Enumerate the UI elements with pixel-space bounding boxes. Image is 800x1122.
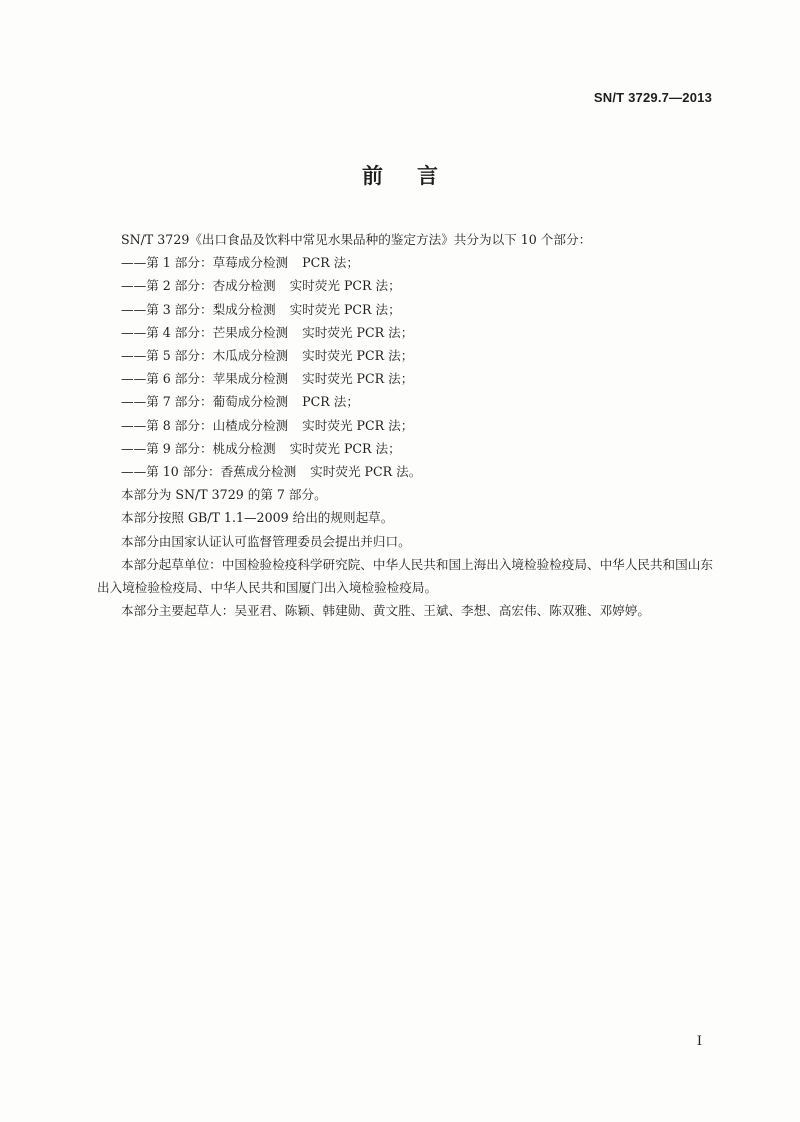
- part-label: ——第 8 部分：山楂成分检测: [121, 417, 289, 433]
- part-method: 实时荧光 PCR 法；: [302, 371, 414, 387]
- part-method: 实时荧光 PCR 法；: [302, 348, 414, 364]
- list-item: [97, 274, 715, 297]
- part-method: PCR 法；: [302, 255, 359, 271]
- part-label: ——第 5 部分：木瓜成分检测: [121, 348, 289, 364]
- list-item: [97, 367, 715, 390]
- part-label: ——第 2 部分：杏成分检测: [121, 278, 276, 294]
- list-item: [97, 390, 715, 413]
- list-item: [97, 437, 715, 460]
- drafting-rules-paragraph: 本部分按照 GB/T 1.1—2009 给出的规则起草。: [121, 510, 394, 526]
- standard-code: SN/T 3729.7—2013: [593, 90, 712, 105]
- drafters-paragraph: 本部分主要起草人：吴亚君、陈颖、韩建勋、黄文胜、王斌、李想、高宏伟、陈双雅、邓婷婷。: [121, 603, 650, 619]
- part-label: ——第 6 部分：苹果成分检测: [121, 371, 289, 387]
- this-part-paragraph: 本部分为 SN/T 3729 的第 7 部分。: [121, 487, 327, 503]
- list-item: [97, 460, 715, 483]
- part-label: ——第 3 部分：梨成分检测: [121, 301, 276, 317]
- document-body: [97, 228, 715, 622]
- part-method: 实时荧光 PCR 法。: [310, 464, 422, 480]
- part-method: 实时荧光 PCR 法；: [289, 440, 401, 456]
- proposed-by-paragraph: 本部分由国家认证认可监督管理委员会提出并归口。: [121, 533, 411, 549]
- part-label: ——第 10 部分：香蕉成分检测: [121, 464, 297, 480]
- part-method: 实时荧光 PCR 法；: [289, 301, 401, 317]
- page-number: I: [696, 1034, 702, 1049]
- list-item: [97, 344, 715, 367]
- part-method: 实时荧光 PCR 法；: [302, 417, 414, 433]
- parts-list: [97, 251, 715, 483]
- list-item: [97, 414, 715, 437]
- part-label: ——第 1 部分：草莓成分检测: [121, 255, 289, 271]
- list-item: [97, 251, 715, 274]
- list-item: [97, 298, 715, 321]
- part-method: PCR 法；: [302, 394, 359, 410]
- list-item: [97, 321, 715, 344]
- part-label: ——第 9 部分：桃成分检测: [121, 440, 276, 456]
- intro-paragraph: SN/T 3729《出口食品及饮料中常见水果品种的鉴定方法》共分为以下 10 个部分：: [121, 232, 592, 247]
- part-method: 实时荧光 PCR 法；: [302, 324, 414, 340]
- part-method: 实时荧光 PCR 法；: [289, 278, 401, 294]
- part-label: ——第 4 部分：芒果成分检测: [121, 324, 289, 340]
- drafting-units-paragraph: 本部分起草单位：中国检验检疫科学研究院、中华人民共和国上海出入境检验检疫局、中华人民共和国山东出入境检验检疫局、中华人民共和国厦门出入境检验检疫局。: [97, 556, 713, 596]
- page-title: 前言: [362, 164, 472, 188]
- part-label: ——第 7 部分：葡萄成分检测: [121, 394, 289, 410]
